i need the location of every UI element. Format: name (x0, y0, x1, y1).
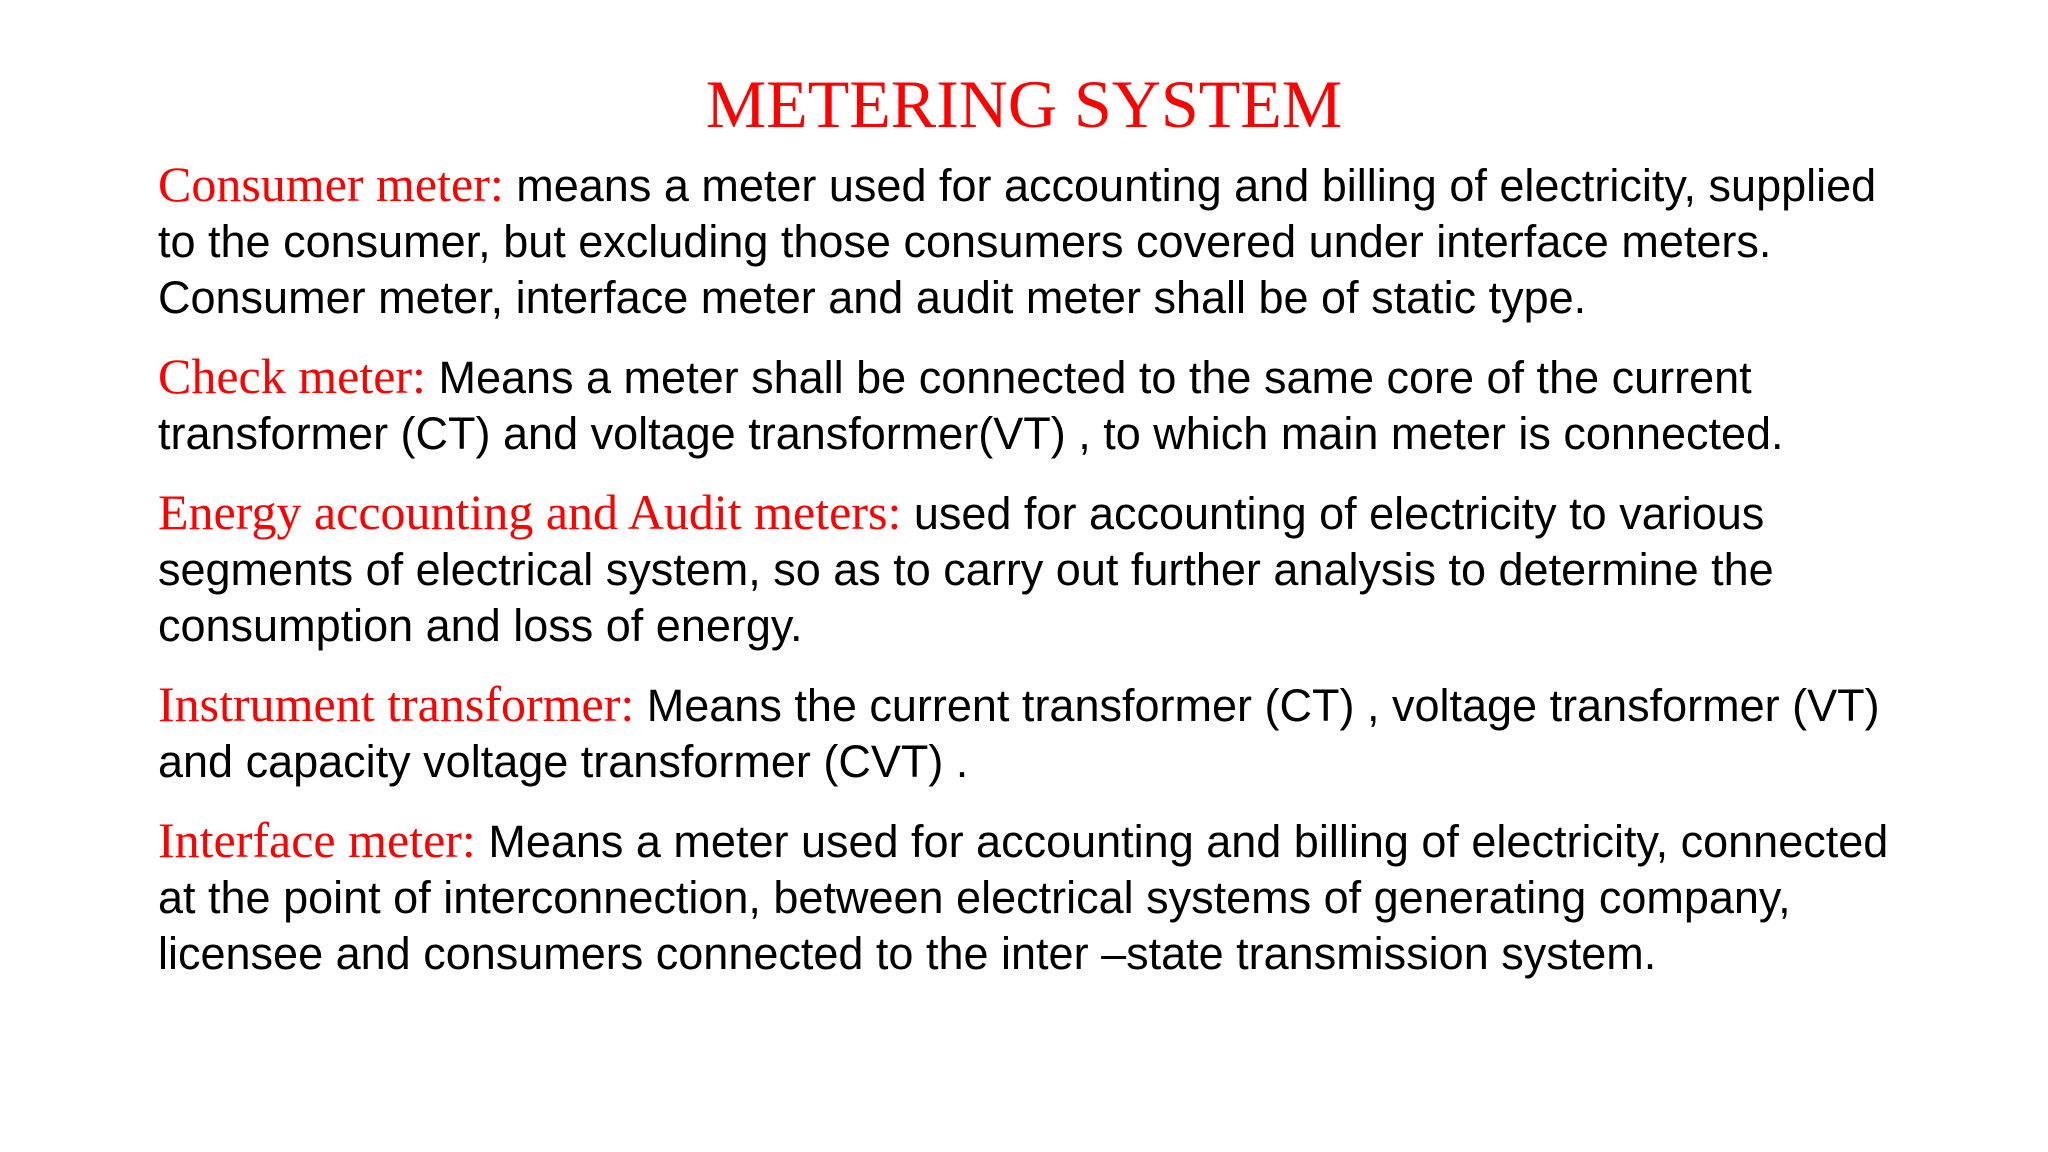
definition-text: means a meter used for accounting and billing of electricity, supplied to the consumer, but excluding those consumers covered under interface meters. Consumer meter, interface meter and audit meter shall be of static type. (158, 160, 1877, 323)
definition-list (158, 156, 1918, 1004)
definition-text: Means a meter shall be connected to the same core of the current transformer (CT) and voltage transformer(VT) , to which main meter is connected. (158, 352, 1784, 459)
definition-term: Check meter: (158, 348, 426, 404)
definition-term: Interface meter: (158, 812, 476, 868)
definition-term: Energy accounting and Audit meters: (158, 484, 902, 540)
definition-check-meter (158, 348, 1918, 462)
definition-text: Means a meter used for accounting and billing of electricity, connected at the point of interconnection, between electrical systems of generating company, licensee and consumers connected to the inter –state transmission system. (158, 816, 1889, 979)
definition-interface-meter (158, 812, 1918, 982)
slide-title: METERING SYSTEM (705, 66, 1343, 142)
definition-text: used for accounting of electricity to various segments of electrical system, so as to carry out further analysis to determine the consumption and loss of energy. (158, 488, 1774, 651)
definition-term: Instrument transformer: (158, 676, 635, 732)
definition-text: Means the current transformer (CT) , voltage transformer (VT) and capacity voltage transformer (CVT) . (158, 680, 1880, 787)
definition-instrument-transformer (158, 676, 1918, 790)
definition-term: Consumer meter: (158, 156, 504, 212)
definition-energy-accounting-audit-meters (158, 484, 1918, 654)
definition-consumer-meter (158, 156, 1918, 326)
